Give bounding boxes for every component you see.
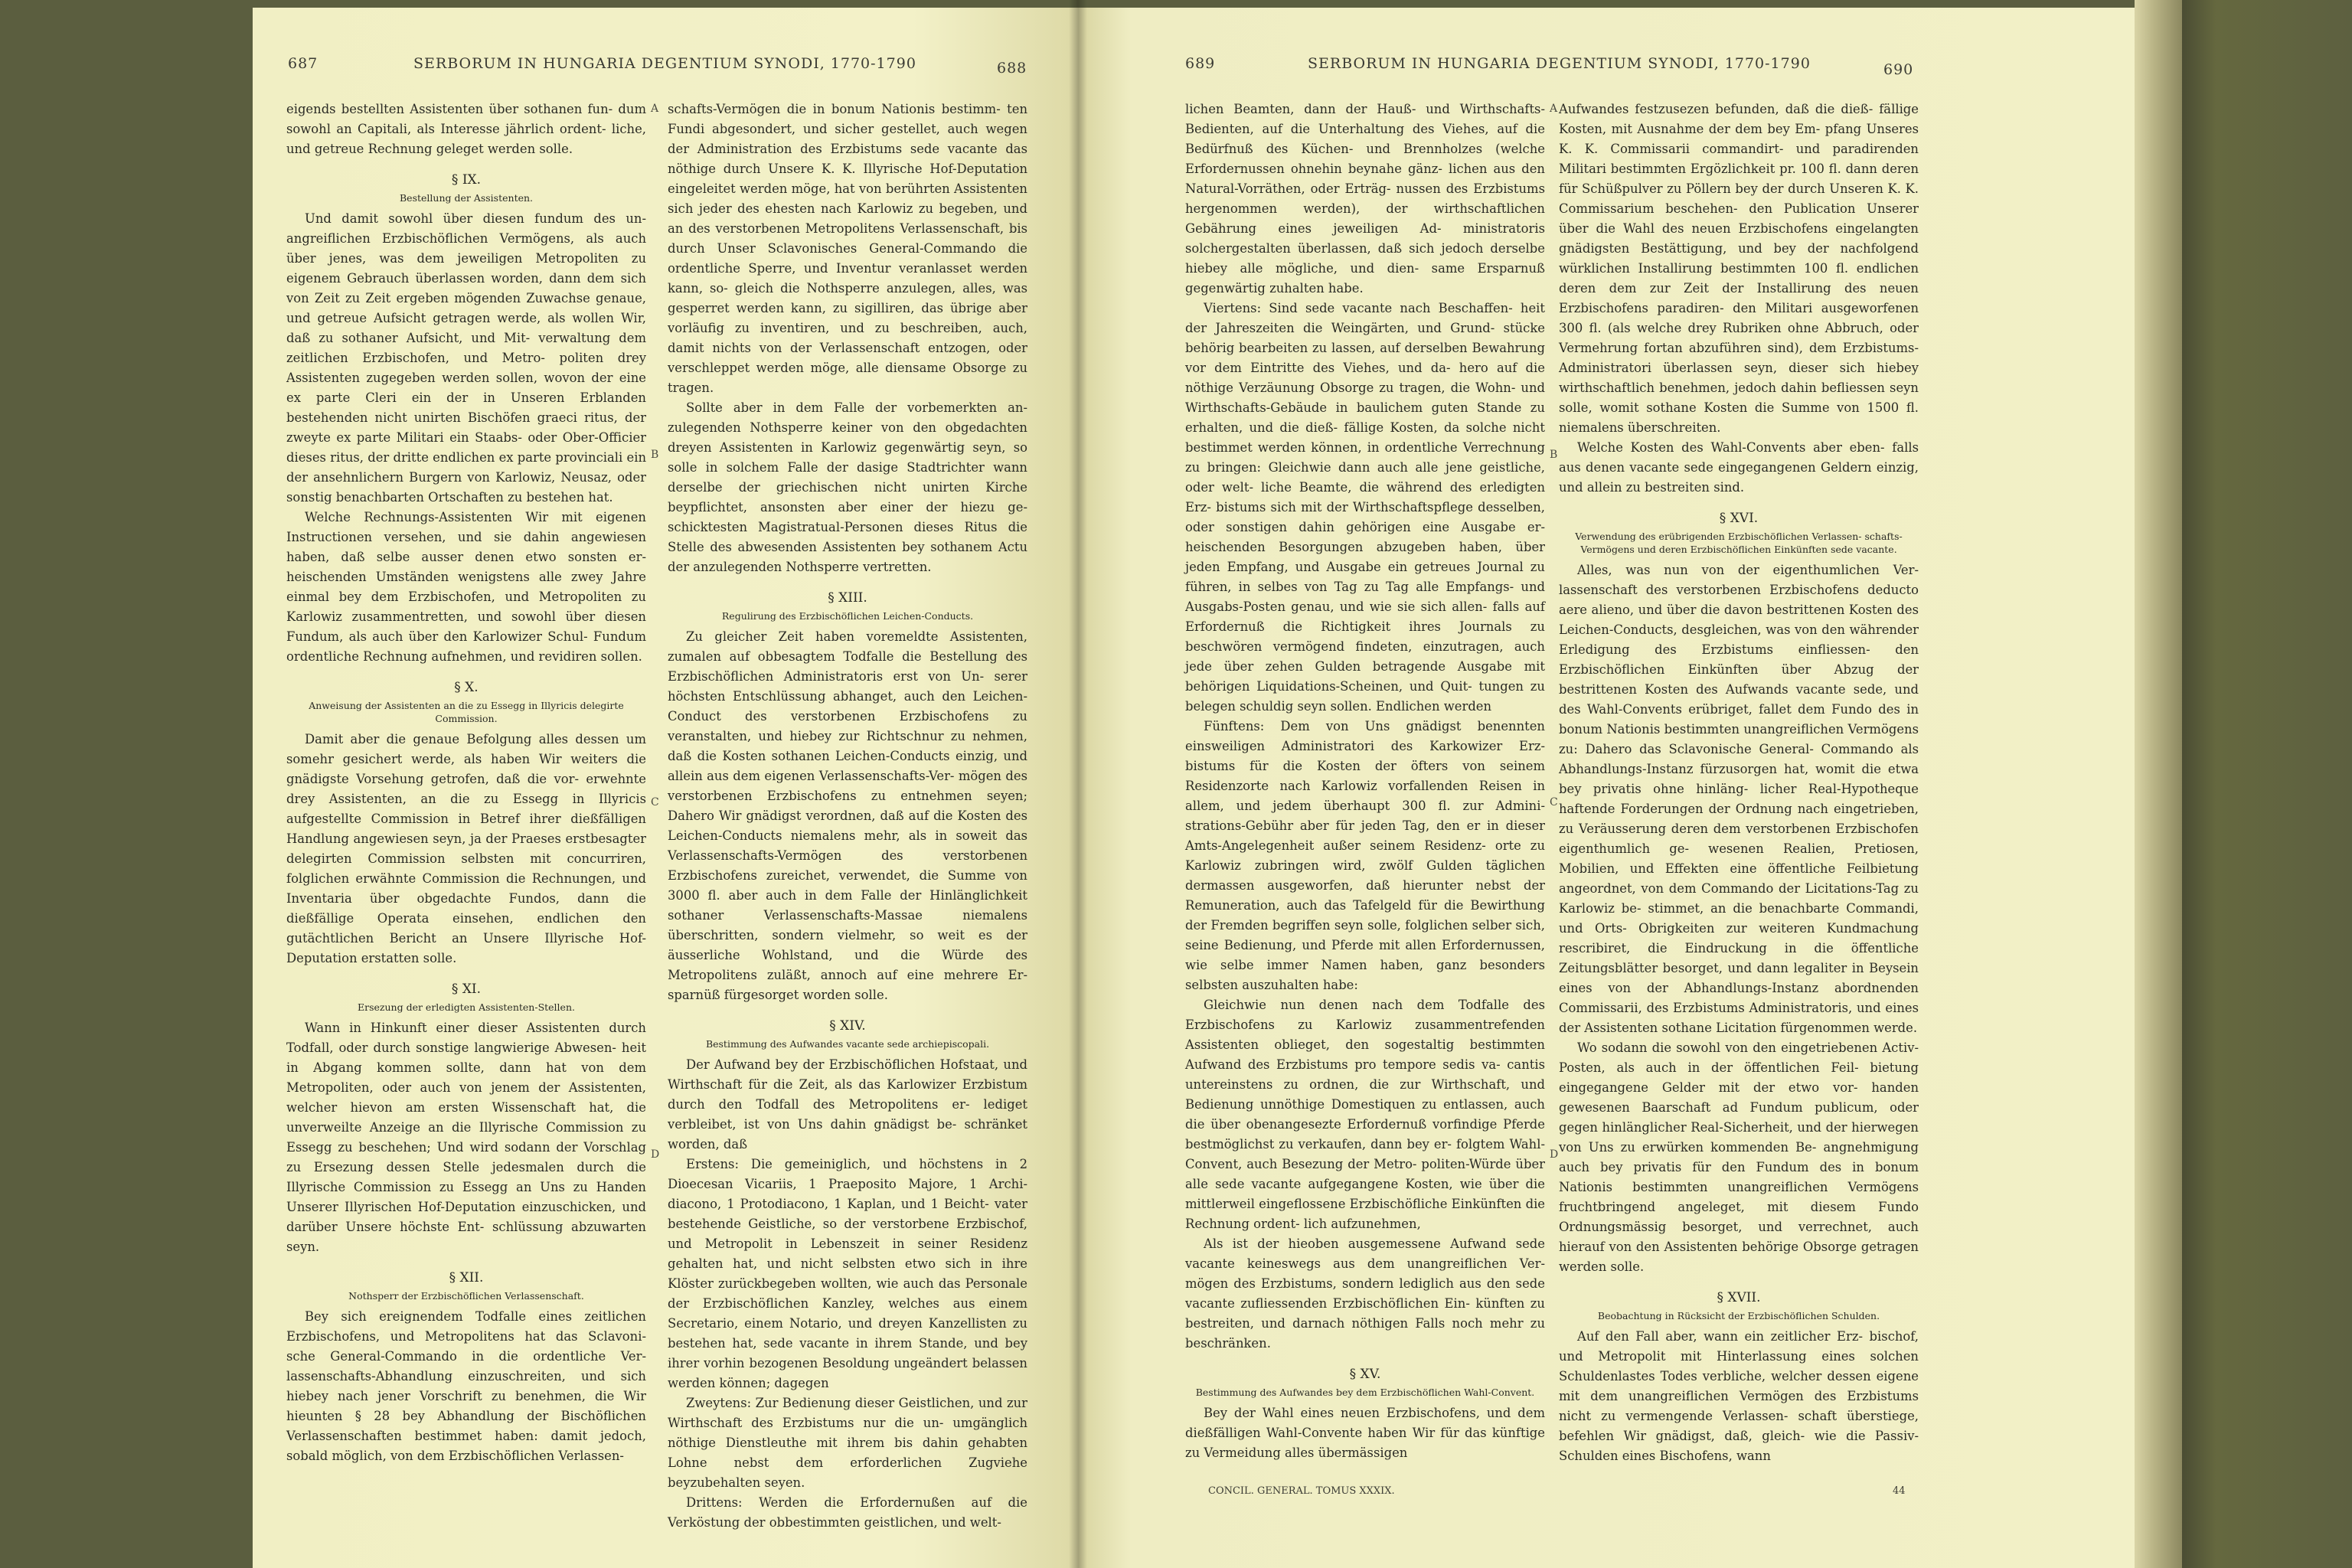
paragraph: Erstens: Die gemeiniglich, und höchstens in 2 Dioecesan Vicariis, 1 Praeposito Majore, 1 Archi- diacono, 1 Protodiacono, 1 Kaplan, und 1 Beicht- vater bestehende Geistliche, so der verstorbene Erzbischof, und Metropolit in Lebenszeit in seiner Residenz gehalten hat, und nicht selbsten etwo sich in ihre Klöster zurückbegeben wollten, wie auch das Personale der Erzbischöflichen Kanzley, welches aus einem Secretario, einem Notario, und dreyen Kanzellisten zu bestehen hat, sede vacante in ihrem Stande, und bey ihrer vorhin bezogenen Besoldung ungeändert belassen werden können; dagegen [668, 1157, 1027, 1390]
section-number: § X. [454, 680, 479, 695]
book-cover-board [2182, 0, 2352, 1568]
section-title: Anweisung der Assistenten an die zu Essegg in Illyricis delegirte Commission. [309, 700, 624, 724]
paragraph: Der Aufwand bey der Erzbischöflichen Hofstaat, und Wirthschaft für die Zeit, als das Karlowizer Erzbistum durch den Todfall des Metropolitens er- lediget verbleibet, ist von Uns dahin gnädigst be- schränket worden, daß [668, 1057, 1027, 1152]
section-title: Bestellung der Assistenten. [399, 192, 534, 204]
margin-mark: C [651, 796, 659, 808]
running-title: SERBORUM IN HUNGARIA DEGENTIUM SYNODI, 1770-1790 [1308, 55, 1811, 72]
paragraph: Auf den Fall aber, wann ein zeitlicher Erz- bischof, und Metropolit mit Hinterlassung eines solchen Schuldenlastes Todes verbliche, welcher dessen eigene mit dem unangreiflichen Vermögen des Erzbistums nicht zu vermengende Verlassen- schaft überstiege, befehlen Wir gnädigst, daß, gleich- wie die Passiv-Schulden eines Bischofens, wann [1559, 1329, 1919, 1463]
page-number-690: 690 [1883, 61, 1914, 78]
right-page [1078, 8, 2135, 1568]
section-title: Bestimmung des Aufwandes vacante sede archiepiscopali. [705, 1038, 990, 1050]
paragraph: Wo sodann die sowohl von den eingetriebenen Activ-Posten, als auch in der öffentlichen Feil- bietung eingegangene Gelder mit der etwo vor- handen gewesenen Baarschaft ad Fundum publicum, oder gegen hinlänglicher Real-Sicherheit, und der hierwegen von Uns zu erwürken kommenden Be- angnehmigung auch bey privatis für den Fundum des in bonum Nationis bestimmten unangreiflichen Vermögens fruchtbringend angeleget, mit diesem Fundo Ordnungsmässig besorget, und verrechnet, auch hierauf von den Assistenten behörige Obsorge getragen werden solle. [1559, 1040, 1919, 1274]
text-column [668, 100, 1027, 1533]
section-number: § IX. [451, 172, 482, 188]
paragraph: Bey sich ereignendem Todfalle eines zeitlichen Erzbischofens, und Metropolitens hat das Sclavoni- sche General-Commando in die ordentliche Ver- lassenschafts-Abhandlung einzuschreiten, und sich hiebey nach jener Vorschrift zu benehmen, die Wir hieunten § 28 bey Abhandlung der Bischöflichen Verlassenschaften bestimmet haben: damit jedoch, sobald möglich, von dem Erzbischöflichen Verlassen- [286, 1309, 646, 1463]
running-title: SERBORUM IN HUNGARIA DEGENTIUM SYNODI, 1770-1790 [413, 55, 916, 72]
paragraph: Alles, was nun von der eigenthumlichen Ver- lassenschaft des verstorbenen Erzbischofens deducto aere alieno, und über die davon bestrittenen Kosten des Leichen-Conducts, desgleichen, was von den währender Erledigung des Erzbistums einfliessen- den Erzbischöflichen Einkünften über Abzug der bestrittenen Kosten des Aufwands vacante sede, und des Wahl-Convents erübriget, fallet dem Fundo des in bonum Nationis bestimmten unangreiflichen Vermögens zu: Dahero das Sclavonische General- Commando als Abhandlungs-Instanz fürzusorgen hat, womit die etwa bey privatis ohne hinläng- licher Real-Hypotheque haftende Forderungen der Ordnung nach eingetrieben, zu Veräusserung deren dem verstorbenen Erzbischofen eigenthumlich ge- wesenen Realien, Pretiosen, Mobilien, und Effekten eine öffentliche Feilbietung angeordnet, von dem Commando der Licitations-Tag zu Karlowiz be- stimmet, an die benachbarte Commandi, und Orts- Obrigkeiten zur weiteren Kundmachung rescribiret, die Eindruckung in die öffentliche Zeitungsblätter besorget, und dann legaliter in Beysein eines von der Abhandlungs-Instanz abordnenden Commissarii, des Erzbistums Administratoris, und eines der Assistenten sothane Licitation fürgenommen werde. [1559, 563, 1919, 1035]
page-number-689: 689 [1185, 55, 1216, 72]
text-column [286, 100, 646, 1466]
paragraph: Bey der Wahl eines neuen Erzbischofens, und dem dießfälligen Wahl-Convente haben Wir für das künftige zu Vermeidung alles übermässigen [1185, 1406, 1545, 1460]
section-number: § XVII. [1717, 1290, 1761, 1305]
margin-mark: D [1550, 1148, 1559, 1161]
section-title: Bestimmung des Aufwandes bey dem Erzbischöflichen Wahl-Convent. [1195, 1387, 1535, 1398]
paragraph: Gleichwie nun denen nach dem Todfalle des Erzbischofens zu Karlowiz zusammentrefenden Assistenten oblieget, den sogestaltig bestimmten Aufwand des Erzbistums pro tempore sedis va- cantis untereinstens zu ordnen, die zur Wirthschaft, und Bedienung unnöthige Domestiquen zu entlassen, auch die über obenangesezte Erfordernuß vorfindige Pferde bestmöglichst zu verkaufen, dann bey er- folgtem Wahl-Convent, auch Besezung der Metro- politen-Würde über alle sede vacante aufgegangene Kosten, wie über die mittlerweil eingeflossene Erzbischöfliche Einkünften die Rechnung ordent- lich aufzunehmen, [1185, 998, 1546, 1231]
paragraph: Welche Kosten des Wahl-Convents aber eben- falls aus denen vacante sede eingegangenen Geldern einzig, und allein zu bestreiten sind. [1559, 440, 1919, 495]
section-title: Ersezung der erledigten Assistenten-Stellen. [358, 1001, 575, 1013]
sheet-signature: CONCIL. GENERAL. TOMUS XXXIX. [1208, 1485, 1395, 1497]
book-gutter [1069, 0, 1087, 1568]
paragraph: Fünftens: Dem von Uns gnädigst benennten einsweiligen Administratori des Karkowizer Erz- bistums für die Kosten der öfters von seinem Residenzorte nach Karlowiz vorfallenden Reisen in allem, und jedem überhaupt 300 fl. zur Admini- strations-Gebühr aber für jeden Tag, den er in dieser Amts-Angelegenheit außer seinem Residenz- orte zu Karlowiz zubringen wird, zwölf Gulden täglichen dermassen ausgeworfen, daß hierunter nebst der Remuneration, auch das Tafelgeld für die Bewirthung der Fremden begriffen seyn solle, folglichen selber sich, seine Bedienung, und Pferde mit allen Erfordernussen, wie selbe immer Namen haben, ganz besonders selbsten auszuhalten habe: [1185, 719, 1545, 992]
page-number-687: 687 [288, 55, 318, 72]
paragraph: Zweytens: Zur Bedienung dieser Geistlichen, und zur Wirthschaft des Erzbistums nur die un- umgänglich nöthige Dienstleuthe mit ihrem bis dahin gehabten Lohne nebst dem erforderlichen Zugviehe beyzubehalten seyen. [668, 1396, 1027, 1490]
paragraph: Welche Rechnungs-Assistenten Wir mit eigenen Instructionen versehen, und sie dahin angewiesen haben, daß selbe ausser denen etwo sonsten er- heischenden Umständen wenigstens alle zwey Jahre einmal bey dem Erzbischofen, und Metropoliten zu Karlowiz zusammentretten, und sowohl über diesen Fundum, als auch über den Karlowizer Schul- Fundum ordentliche Rechnung aufnehmen, und revidiren sollen. [286, 510, 646, 664]
section-number: § XVI. [1719, 511, 1759, 526]
margin-mark: D [651, 1148, 660, 1161]
paragraph: schafts-Vermögen die in bonum Nationis bestimm- ten Fundi abgesondert, und sicher gestellet, auch wegen der Administration des Erzbistums sede vacante das nöthige durch Unsere K. K. Illyrische Hof-Deputation eingeleitet werden möge, hat von berührten Assistenten sich jeder des ehesten nach Karlowiz zu begeben, und an des verstorbenen Metropolitens Verlassenschaft, bis durch Unser Sclavonisches General-Commando die ordentliche Sperre, und Inventur veranlasset werden kann, so- gleich die Nothsperre anzulegen, alles, was gesperret werden kann, zu sigilliren, das übrige aber vorläufig zu inventiren, und zu beschreiben, auch, damit nichts von der Verlassenschaft entzogen, oder verschleppet werden möge, alle diensame Obsorge zu tragen. [668, 102, 1027, 395]
paragraph: Und damit sowohl über diesen fundum des un- angreiflichen Erzbischöflichen Vermögens, als auch über jenes, was dem jeweiligen Metropoliten zu eigenem Gebrauch überlassen worden, dann dem sich von Zeit zu Zeit ergeben mögenden Zuwachse genaue, und getreue Aufsicht getragen werde, als wollen Wir, daß zu sothaner Aufsicht, und Mit- verwaltung dem zeitlichen Erzbischofen, und Metro- politen drey Assistenten zugegeben werden sollen, wovon der eine ex parte Cleri ein der in Unseren Erblanden bestehenden nicht unirten Bischöfen graeci ritus, der zweyte ex parte Militari ein Staabs- oder Ober-Officier dieses ritus, der dritte endlichen ex parte provinciali ein der ansehnlichern Burgern von Karlowiz, Neusaz, oder sonstig benachbarten Ortschaften zu bestehen hat. [286, 211, 646, 505]
section-title: Nothsperr der Erzbischöflichen Verlassenschaft. [348, 1290, 584, 1302]
margin-mark: B [1550, 449, 1558, 461]
paragraph: Zu gleicher Zeit haben voremeldte Assistenten, zumalen auf obbesagtem Todfalle die Bestellung des Erzbischöflichen Administratoris erst von Un- serer höchsten Entschlüssung abhanget, auch den Leichen-Conduct des verstorbenen Erzbischofens zu veranstalten, und hiebey zur Richtschnur zu nehmen, daß die Kosten sothanen Leichen-Conducts einzig, und allein aus dem eigenen Verlassenschafts-Ver- mögen des verstorbenen Erzbischofens zu entnehmen seyen; Dahero Wir gnädigst verordnen, daß auf die Kosten des Leichen-Conducts niemalens mehr, als in soweit das Verlassenschafts-Vermögen des verstorbenen Erzbischofens zureichet, verwendet, die Summe von 3000 fl. aber auch in dem Falle der Hinlänglichkeit sothaner Verlassenschafts-Massae niemalens überschritten, sondern vielmehr, so weit es der äusserliche Wohlstand, und die Würde des Metropolitens zuläßt, annoch auf eine mehrere Er- sparnüß fürgesorget worden solle. [668, 629, 1027, 1002]
page-number-688: 688 [997, 60, 1027, 77]
text-column [1185, 100, 1545, 1463]
section-number: § XIII. [828, 590, 867, 606]
text-column [1559, 100, 1919, 1466]
margin-mark: A [1550, 103, 1558, 115]
section-title: Beobachtung in Rücksicht der Erzbischöflichen Schulden. [1597, 1310, 1880, 1321]
paragraph: lichen Beamten, dann der Hauß- und Wirthschafts- Bedienten, auf die Unterhaltung des Viehes, auf die Bedürfnuß des Küchen- und Brennholzes (welche Erfordernussen ohnehin beynahe gänz- lichen aus den Natural-Vorräthen, oder Erträg- nussen des Erzbistums hergenommen werden), der wirthschaftlichen Gebährung eines jeweiligen Ad- ministratoris solchergestalten überlassen, daß sich jedoch derselbe hiebey alle mögliche, und dien- same Ersparnuß gegenwärtig zuhalten habe. [1185, 102, 1545, 296]
section-title: Verwendung des erübrigenden Erzbischöflichen Verlassen- schafts-Vermögens und deren Erzbischöflichen Einkünften sede vacante. [1575, 531, 1903, 555]
section-number: § XI. [451, 982, 482, 997]
paragraph: Viertens: Sind sede vacante nach Beschaffen- heit der Jahreszeiten die Weingärten, und Grund- stücke behörig bearbeiten zu lassen, auf derselben Bewahrung vor dem Eintritte des Viehes, und da- hero auf die nöthige Verzäunung Obsorge zu tragen, die Wohn- und Wirthschafts-Gebäude in baulichem guten Stande zu erhalten, und die dieß- fällige Kosten, da solche nicht bestimmet werden können, in ordentliche Verrechnung zu bringen: Gleichwie dann auch alle jene geistliche, oder welt- liche Beamte, die während des erledigten Erz- bistums sich mit der Wirthschaftspflege desselben, oder sonstigen dahin gehörigen eine Ausgabe er- heischenden Besorgungen abzugeben haben, über jeden Empfang, und Ausgabe ein getreues Journal zu führen, in selbes von Tag zu Tag alle Empfangs- und Ausgabs-Posten genau, und wie sie sich allen- falls auf Erfordernuß die Richtigkeit ihres Journals zu beschwören vermögend findeten, einzutragen, auch jede über zehen Gulden betragende Ausgabe mit behörigen Liquidations-Scheinen, und Quit- tungen zu belegen schuldig seyn sollen. Endlichen werden [1185, 301, 1545, 714]
section-number: § XII. [449, 1270, 484, 1285]
paragraph: Aufwandes festzusezen befunden, daß die dieß- fällige Kosten, mit Ausnahme der dem bey Em- pfang Unseres K. K. Commissarii commandirt- und paradirenden Militari bestimmten Ergözlichkeit pr. 100 fl. dann deren für Schüßpulver zu Pöllern bey der durch Unseren K. K. Commissarium beschehen- den Publication Unserer über die Wahl des neuen Erzbischofens eingelangten gnädigsten Bestättigung, und bey der nachfolgend würklichen Installirung bestimmten 100 fl. endlichen deren dem zur Zeit der Installirung des neuen Erzbischofens paradiren- den Militari ausgeworfenen 300 fl. (als welche drey Rubriken ohne Abbruch, oder Vermehrung fortan abzuführen sind), dem Erzbistums-Administratori überlassen seyn, dieser sich hiebey wirthschaftlich benehmen, jedoch dahin befliessen seyn solle, womit sothane Kosten die Summe von 1500 fl. niemalens überschreiten. [1559, 102, 1919, 435]
paragraph: Als ist der hieoben ausgemessene Aufwand sede vacante keineswegs aus dem unangreiflichen Ver- mögen des Erzbistums, sondern lediglich aus den sede vacante zufliessenden Erzbischöflichen Ein- künften zu bestreiten, und darnach nöthigen Falls noch mehr zu beschränken. [1185, 1236, 1545, 1351]
left-page [253, 8, 1078, 1568]
paragraph: Drittens: Werden die Erfordernußen auf die Verköstung der obbestimmten geistlichen, und welt- [668, 1495, 1027, 1530]
paragraph: Sollte aber in dem Falle der vorbemerkten an- zulegenden Nothsperre keiner von den obgedachten dreyen Assistenten in Karlowiz gegenwärtig seyn, so solle in solchem Falle der dasige Stadtrichter wann derselbe der griechischen nicht unirten Kirche beypflichtet, ansonsten aber einer der hiezu ge- schicktesten Magistratual-Personen dieses Ritus die Stelle des abwesenden Assistenten bey sothanem Actu der anzulegenden Nothsperre vertretten. [668, 400, 1027, 574]
paragraph: Wann in Hinkunft einer dieser Assistenten durch Todfall, oder durch sonstige langwierige Abwesen- heit in Abgang kommen sollte, dann hat von dem Metropoliten, oder auch von jenem der Assistenten, welcher hievon am ersten Wissenschaft hat, die unverweilte Anzeige an die Illyrische Commission zu Essegg zu beschehen; Und wird sodann der Vorschlag zu Ersezung dessen Stelle jedesmalen durch die Illyrische Commission zu Essegg an Uns zu Handen Unserer Illyrischen Hof-Deputation einzuschicken, und darüber Unsere höchste Ent- schlüssung abzuwarten seyn. [286, 1021, 646, 1254]
margin-mark: A [651, 103, 659, 115]
section-number: § XIV. [829, 1018, 866, 1034]
margin-mark: B [651, 449, 659, 461]
margin-mark: C [1550, 796, 1558, 808]
sheet-number: 44 [1893, 1485, 1906, 1497]
section-number: § XV. [1349, 1367, 1381, 1382]
paragraph: Damit aber die genaue Befolgung alles dessen um somehr gesichert werde, als haben Wir weiters die gnädigste Vorsehung getrofen, daß die vor- erwehnte drey Assistenten, an die zu Essegg in Illyricis aufgestellte Commission in Betref ihrer dießfälligen Handlung angewiesen seyn, ja der Praeses erstbesagter delegirten Commission selbsten mit concurriren, folglichen erwähnte Commission die Rechnungen, und Inventaria über obgedachte Fundos, dann die dießfällige Operata einsehen, endlichen den gutächtlichen Bericht an Unsere Illyrische Hof-Deputation erstatten solle. [286, 732, 646, 965]
section-title: Regulirung des Erzbischöflichen Leichen-Conducts. [721, 610, 974, 622]
paragraph: eigends bestellten Assistenten über sothanen fun- dum sowohl an Capitali, als Interesse jährlich ordent- liche, und getreue Rechnung geleget werden solle. [286, 102, 646, 156]
page-edges [2135, 0, 2182, 1568]
